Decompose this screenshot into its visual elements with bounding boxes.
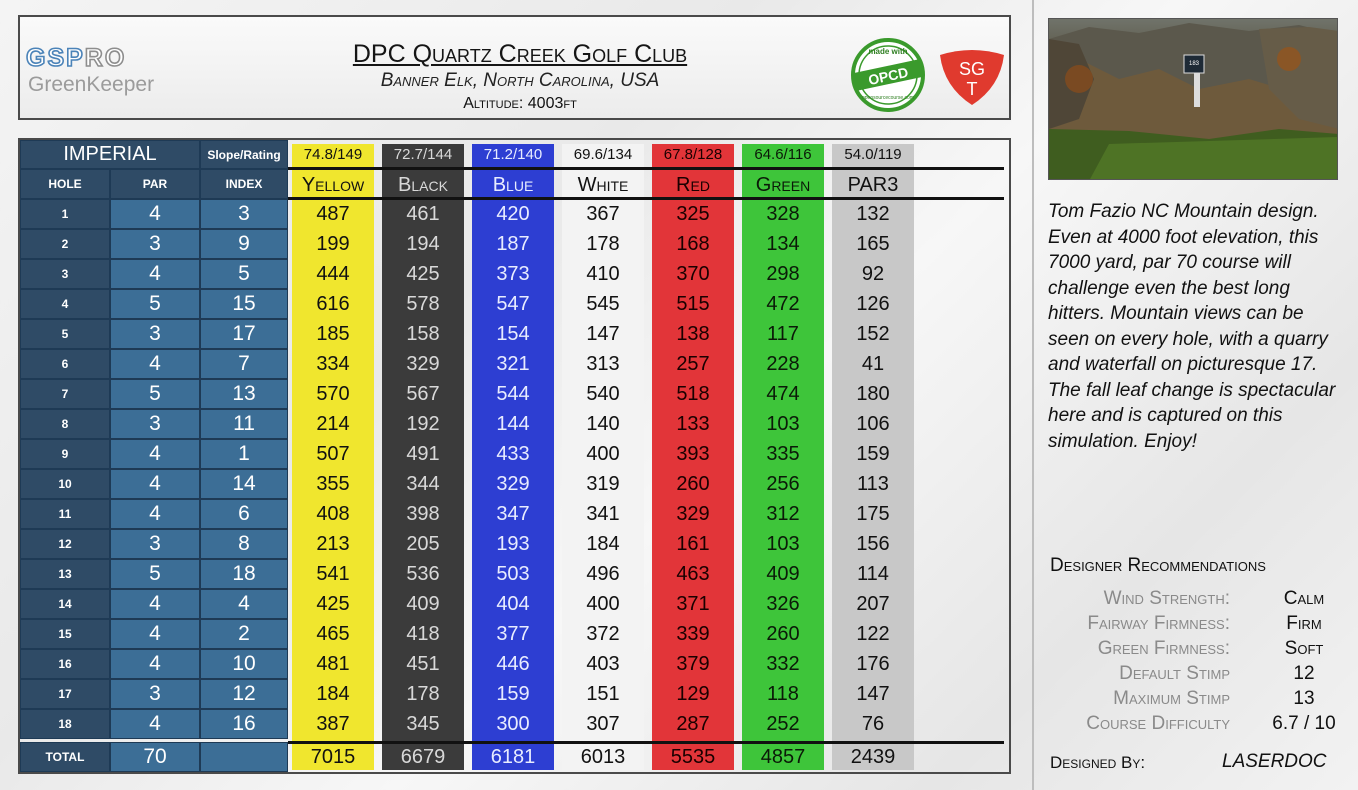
imperial-label: IMPERIAL — [20, 140, 200, 169]
hole-index: 15 — [200, 289, 288, 319]
hole-index: 17 — [200, 319, 288, 349]
hole-number: 10 — [20, 469, 110, 499]
recommendation-value: 12 — [1293, 663, 1315, 684]
tee-yardage: 144 — [496, 412, 530, 435]
svg-text:SG: SG — [958, 59, 986, 79]
tee-yardage: 409 — [406, 592, 440, 615]
tee-yardage: 540 — [586, 382, 620, 405]
club-location: Banner Elk, North Carolina, USA — [380, 70, 660, 91]
tee-yardage: 393 — [676, 442, 710, 465]
tee-yardage: 180 — [856, 382, 890, 405]
hole-par: 3 — [110, 229, 200, 259]
svg-text:T: T — [966, 79, 978, 99]
greenkeeper-logo-text: GreenKeeper — [28, 73, 155, 96]
hole-par: 5 — [110, 559, 200, 589]
tee-yardage: 147 — [586, 322, 620, 345]
tee-yardage: 339 — [676, 622, 710, 645]
hole-index: 6 — [200, 499, 288, 529]
tee-name: White — [577, 173, 629, 196]
hole-number: 1 — [20, 199, 110, 229]
tee-yardage: 133 — [676, 412, 710, 435]
tee-yardage: 547 — [496, 292, 530, 315]
tee-yardage: 307 — [586, 712, 620, 735]
recommendation-label: Green Firmness: — [1097, 638, 1230, 659]
tee-yardage: 159 — [856, 442, 890, 465]
tee-yardage: 207 — [856, 592, 890, 615]
hole-number: 12 — [20, 529, 110, 559]
tee-yardage: 481 — [316, 652, 350, 675]
tee-yardage: 185 — [316, 322, 350, 345]
tee-yardage: 194 — [406, 232, 440, 255]
tee-yardage: 117 — [767, 322, 799, 345]
tee-yardage: 370 — [676, 262, 710, 285]
tee-yardage: 118 — [767, 682, 799, 705]
tee-yardage: 228 — [766, 352, 800, 375]
hole-index: 11 — [200, 409, 288, 439]
tee-yardage: 403 — [586, 652, 620, 675]
tee-rating: 71.2/140 — [483, 146, 543, 163]
course-photo-image — [1049, 19, 1338, 180]
tee-yardage: 544 — [496, 382, 530, 405]
tee-yardage: 140 — [586, 412, 620, 435]
hole-index: 16 — [200, 709, 288, 739]
hole-par: 4 — [110, 259, 200, 289]
hole-par: 3 — [110, 319, 200, 349]
total-par: 70 — [110, 742, 200, 772]
tee-yardage: 616 — [316, 292, 350, 315]
recommendation-value: Soft — [1284, 638, 1324, 659]
hole-index: 2 — [200, 619, 288, 649]
hole-index: 5 — [200, 259, 288, 289]
tee-yardage: 334 — [316, 352, 350, 375]
tee-yardage: 257 — [676, 352, 710, 375]
tee-yardage: 159 — [496, 682, 530, 705]
tee-yardage: 545 — [586, 292, 620, 315]
hole-column-header: HOLE — [20, 169, 110, 199]
tee-yardage: 461 — [406, 202, 440, 225]
hole-index: 12 — [200, 679, 288, 709]
hole-index: 18 — [200, 559, 288, 589]
tee-yardage: 332 — [766, 652, 800, 675]
recommendations-title: Designer Recommendations — [1050, 555, 1266, 576]
hole-number: 7 — [20, 379, 110, 409]
tee-yardage: 446 — [496, 652, 530, 675]
hole-par: 3 — [110, 409, 200, 439]
recommendation-row — [1040, 663, 1350, 688]
tee-yardage: 367 — [586, 202, 620, 225]
tee-yardage: 474 — [766, 382, 800, 405]
tee-yardage: 156 — [856, 532, 890, 555]
hole-par: 4 — [110, 199, 200, 229]
separator-line — [288, 741, 1004, 744]
recommendation-label: Fairway Firmness: — [1087, 613, 1230, 634]
tee-yardage: 329 — [676, 502, 710, 525]
tee-yardage: 260 — [676, 472, 710, 495]
tee-yardage: 377 — [496, 622, 530, 645]
hole-par: 4 — [110, 439, 200, 469]
tee-yardage: 113 — [857, 472, 889, 495]
recommendation-label: Default Stimp — [1119, 663, 1230, 684]
tee-yardage: 344 — [406, 472, 440, 495]
tee-yardage: 300 — [496, 712, 530, 735]
tee-yardage: 178 — [406, 682, 440, 705]
recommendation-label: Course Difficulty — [1086, 713, 1230, 734]
club-altitude: Altitude: 4003ft — [463, 95, 577, 112]
tee-yardage: 536 — [406, 562, 440, 585]
tee-yardage: 496 — [586, 562, 620, 585]
tee-yardage: 326 — [766, 592, 800, 615]
slope-rating-label: Slope/Rating — [200, 140, 288, 169]
tee-yardage: 404 — [496, 592, 530, 615]
tee-rating: 72.7/144 — [393, 146, 453, 163]
recommendation-value: 13 — [1293, 688, 1315, 709]
tee-yardage: 213 — [316, 532, 350, 555]
tee-yardage: 347 — [496, 502, 530, 525]
panel-divider — [1032, 0, 1034, 790]
tee-yardage: 503 — [496, 562, 530, 585]
hole-number: 11 — [20, 499, 110, 529]
tee-rating: 67.8/128 — [663, 146, 723, 163]
recommendation-label: Wind Strength: — [1103, 588, 1230, 609]
tee-yardage: 518 — [676, 382, 710, 405]
tee-yardage: 465 — [316, 622, 350, 645]
tee-yardage: 400 — [586, 592, 620, 615]
hole-par: 3 — [110, 529, 200, 559]
tee-yardage: 321 — [496, 352, 530, 375]
tee-yardage: 154 — [496, 322, 530, 345]
hole-par: 4 — [110, 619, 200, 649]
hole-number: 16 — [20, 649, 110, 679]
tee-yardage: 491 — [406, 442, 440, 465]
tee-yardage: 165 — [856, 232, 890, 255]
hole-number: 4 — [20, 289, 110, 319]
hole-par: 4 — [110, 589, 200, 619]
hole-par: 4 — [110, 709, 200, 739]
tee-yardage: 147 — [856, 682, 890, 705]
hole-index: 10 — [200, 649, 288, 679]
tee-yardage: 92 — [861, 262, 885, 285]
tee-yardage: 451 — [406, 652, 440, 675]
tee-yardage: 161 — [676, 532, 710, 555]
tee-total: 5535 — [670, 745, 716, 768]
tee-yardage: 199 — [316, 232, 350, 255]
tee-yardage: 252 — [766, 712, 800, 735]
tee-yardage: 298 — [766, 262, 800, 285]
tee-yardage: 329 — [406, 352, 440, 375]
hole-par: 4 — [110, 469, 200, 499]
separator-line — [288, 167, 1004, 170]
recommendation-row — [1040, 638, 1350, 663]
scorecard-table — [18, 138, 1011, 774]
tee-yardage: 335 — [766, 442, 800, 465]
tee-yardage: 205 — [406, 532, 440, 555]
tee-yardage: 541 — [316, 562, 350, 585]
tee-yardage: 214 — [316, 412, 350, 435]
recommendation-row — [1040, 588, 1350, 613]
recommendation-value: 6.7 / 10 — [1272, 713, 1336, 734]
tee-rating: 74.8/149 — [303, 146, 363, 163]
club-name: DPC Quartz Creek Golf Club — [352, 40, 688, 68]
tee-yardage: 408 — [316, 502, 350, 525]
svg-text:183: 183 — [1188, 61, 1200, 67]
tee-yardage: 178 — [586, 232, 620, 255]
tee-name: PAR3 — [847, 173, 899, 196]
hole-number: 9 — [20, 439, 110, 469]
tee-yardage: 126 — [856, 292, 890, 315]
tee-yardage: 420 — [496, 202, 530, 225]
tee-yardage: 103 — [766, 412, 800, 435]
tee-yardage: 410 — [586, 262, 620, 285]
tee-total: 6013 — [580, 745, 626, 768]
tee-yardage: 158 — [406, 322, 440, 345]
tee-yardage: 472 — [766, 292, 800, 315]
tee-yardage: 287 — [676, 712, 710, 735]
tee-yardage: 328 — [766, 202, 800, 225]
hole-index: 8 — [200, 529, 288, 559]
hole-number: 18 — [20, 709, 110, 739]
tee-total: 4857 — [760, 745, 806, 768]
tee-rating: 54.0/119 — [844, 146, 902, 163]
tee-yardage: 103 — [766, 532, 800, 555]
total-label: TOTAL — [20, 742, 110, 772]
hole-index: 9 — [200, 229, 288, 259]
tee-yardage: 184 — [586, 532, 620, 555]
tee-yardage: 168 — [676, 232, 710, 255]
tee-rating: 64.6/116 — [754, 146, 812, 163]
hole-number: 5 — [20, 319, 110, 349]
tee-yardage: 175 — [856, 502, 890, 525]
tee-yardage: 444 — [316, 262, 350, 285]
tee-yardage: 345 — [406, 712, 440, 735]
hole-index: 7 — [200, 349, 288, 379]
svg-text:opensourcecourse.com: opensourcecourse.com — [862, 95, 914, 101]
hole-par: 4 — [110, 649, 200, 679]
tee-yardage: 193 — [496, 532, 530, 555]
hole-par: 5 — [110, 379, 200, 409]
recommendation-value: Calm — [1283, 588, 1325, 609]
tee-yardage: 129 — [676, 682, 710, 705]
tee-yardage: 134 — [766, 232, 800, 255]
tee-yardage: 371 — [676, 592, 710, 615]
tee-yardage: 114 — [857, 562, 889, 585]
designer-name: LASERDOC — [1222, 751, 1327, 772]
gspro-logo: GSPRO — [26, 44, 127, 72]
course-description: Tom Fazio NC Mountain design. Even at 4000 foot elevation, this 7000 yard, par 70 course will challenge even the best long hitters. Mountain views can be seen on every hole, with a quarry and waterfall on picturesque 17. The fall leaf change is spectacular here and is captured on this simulation. Enjoy! — [1048, 201, 1336, 452]
hole-index: 4 — [200, 589, 288, 619]
tee-yardage: 325 — [676, 202, 710, 225]
tee-yardage: 41 — [861, 352, 885, 375]
tee-yardage: 76 — [861, 712, 885, 735]
tee-yardage: 372 — [586, 622, 620, 645]
designer-label: Designed By: — [1050, 753, 1146, 772]
hole-index: 3 — [200, 199, 288, 229]
recommendation-row — [1040, 613, 1350, 638]
tee-name: Yellow — [301, 173, 365, 196]
tee-yardage: 260 — [766, 622, 800, 645]
tee-yardage: 122 — [856, 622, 890, 645]
tee-yardage: 570 — [316, 382, 350, 405]
tee-yardage: 409 — [766, 562, 800, 585]
tee-yardage: 138 — [676, 322, 710, 345]
opcd-logo — [850, 37, 926, 113]
scorecard-header — [18, 15, 1011, 120]
hole-number: 6 — [20, 349, 110, 379]
hole-par: 4 — [110, 499, 200, 529]
hole-par: 5 — [110, 289, 200, 319]
tee-yardage: 132 — [856, 202, 890, 225]
hole-number: 15 — [20, 619, 110, 649]
tee-yardage: 176 — [856, 652, 890, 675]
tee-yardage: 256 — [766, 472, 800, 495]
hole-par: 3 — [110, 679, 200, 709]
tee-yardage: 106 — [856, 412, 890, 435]
tee-name: Black — [398, 173, 448, 196]
tee-yardage: 319 — [586, 472, 620, 495]
tee-total: 6679 — [400, 745, 446, 768]
tee-yardage: 187 — [496, 232, 530, 255]
total-index-blank — [200, 742, 288, 772]
hole-number: 2 — [20, 229, 110, 259]
tee-yardage: 355 — [316, 472, 350, 495]
tee-total: 6181 — [490, 745, 536, 768]
hole-number: 14 — [20, 589, 110, 619]
tee-yardage: 425 — [406, 262, 440, 285]
tee-yardage: 329 — [496, 472, 530, 495]
tee-yardage: 373 — [496, 262, 530, 285]
hole-number: 8 — [20, 409, 110, 439]
tee-name: Blue — [492, 173, 534, 196]
tee-total: 2439 — [850, 745, 896, 768]
separator-line — [288, 197, 1004, 200]
tee-yardage: 487 — [316, 202, 350, 225]
tee-yardage: 418 — [406, 622, 440, 645]
tee-yardage: 341 — [586, 502, 620, 525]
hole-index: 1 — [200, 439, 288, 469]
par-column-header: PAR — [110, 169, 200, 199]
tee-yardage: 400 — [586, 442, 620, 465]
hole-number: 13 — [20, 559, 110, 589]
tee-yardage: 433 — [496, 442, 530, 465]
tee-yardage: 567 — [406, 382, 440, 405]
tee-yardage: 184 — [316, 682, 350, 705]
svg-text:OPCD: OPCD — [866, 63, 910, 89]
sgt-logo — [936, 47, 1008, 107]
tee-rating: 69.6/134 — [573, 146, 633, 163]
tee-yardage: 387 — [316, 712, 350, 735]
tee-yardage: 379 — [676, 652, 710, 675]
tee-total: 7015 — [310, 745, 356, 768]
hole-index: 14 — [200, 469, 288, 499]
tee-yardage: 515 — [676, 292, 710, 315]
hole-index: 13 — [200, 379, 288, 409]
tee-yardage: 192 — [406, 412, 440, 435]
course-photo — [1048, 18, 1338, 180]
recommendation-value: Firm — [1286, 613, 1322, 634]
recommendation-row — [1040, 688, 1350, 713]
hole-par: 4 — [110, 349, 200, 379]
tee-name: Green — [755, 173, 811, 196]
hole-number: 17 — [20, 679, 110, 709]
hole-number: 3 — [20, 259, 110, 289]
recommendation-row — [1040, 713, 1350, 738]
tee-yardage: 312 — [766, 502, 800, 525]
tee-yardage: 398 — [406, 502, 440, 525]
tee-yardage: 507 — [316, 442, 350, 465]
tee-yardage: 152 — [856, 322, 890, 345]
tee-yardage: 313 — [586, 352, 620, 375]
index-column-header: INDEX — [200, 169, 288, 199]
tee-yardage: 425 — [316, 592, 350, 615]
tee-yardage: 578 — [406, 292, 440, 315]
tee-name: Red — [676, 173, 710, 196]
tee-yardage: 151 — [586, 682, 620, 705]
svg-text:made with: made with — [868, 47, 908, 56]
recommendation-label: Maximum Stimp — [1113, 688, 1230, 709]
tee-yardage: 463 — [676, 562, 710, 585]
